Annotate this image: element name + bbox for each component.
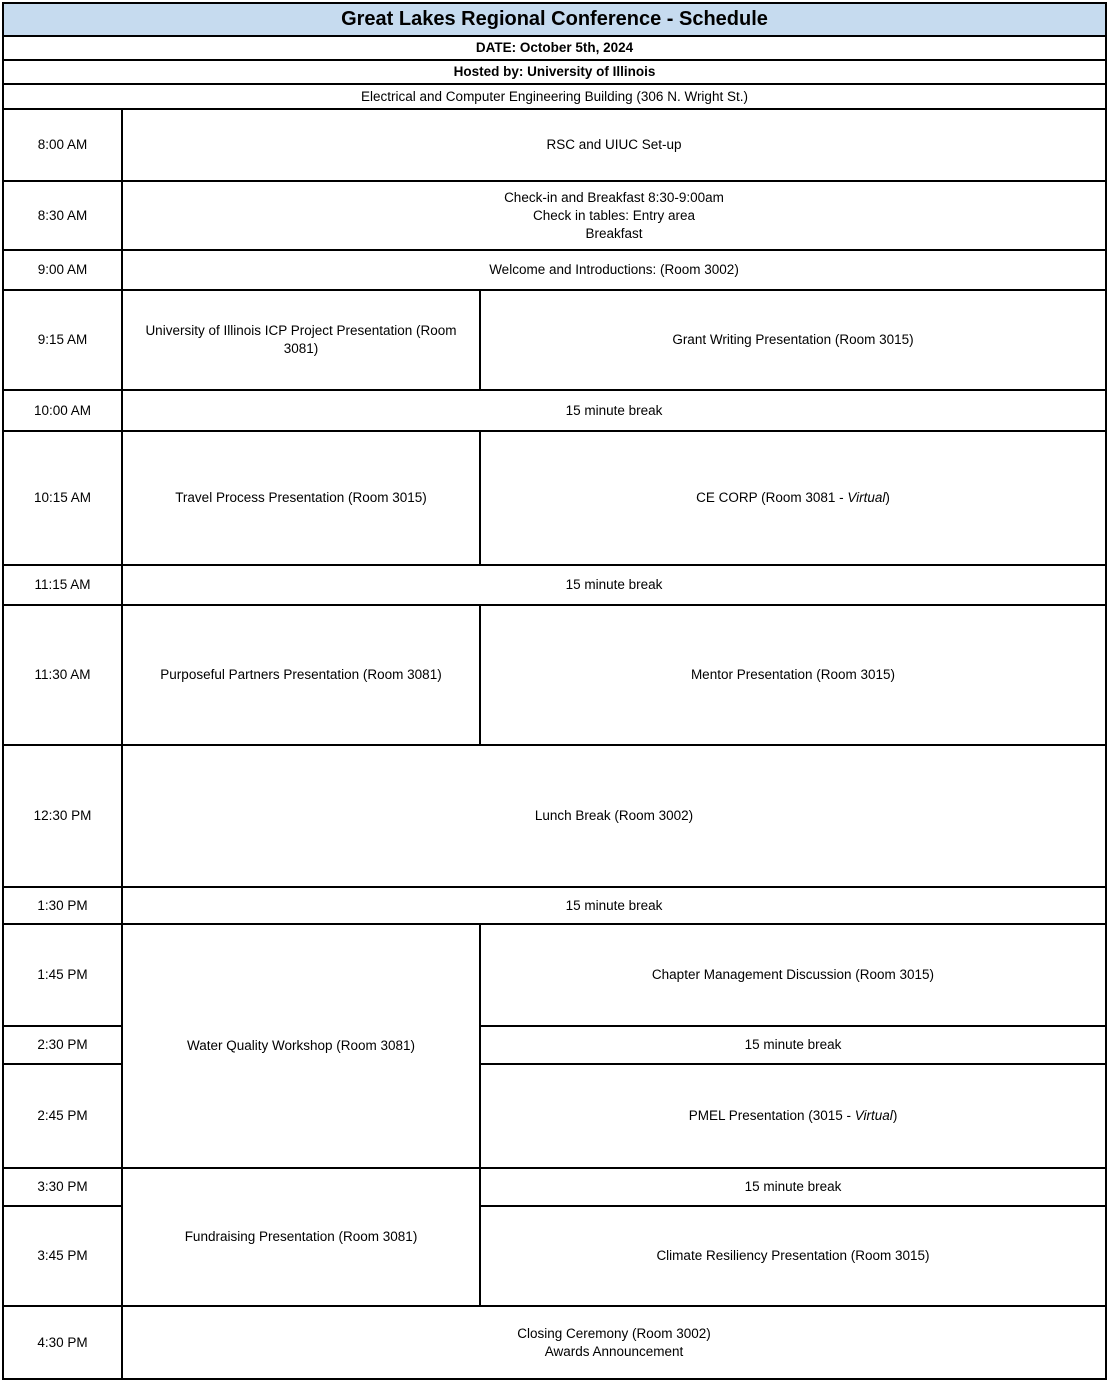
time-cell: 8:00 AM [3, 109, 122, 181]
event-cell-right: 15 minute break [480, 1168, 1106, 1206]
schedule-row-1230pm [3, 745, 1106, 887]
event-line: Awards Announcement [544, 1343, 684, 1359]
event-cell-left-span: Water Quality Workshop (Room 3081) [122, 924, 480, 1168]
time-cell: 11:15 AM [3, 565, 122, 605]
event-cell: Lunch Break (Room 3002) [122, 745, 1106, 887]
event-text-italic: Virtual [847, 490, 886, 506]
event-cell: 15 minute break [122, 565, 1106, 605]
time-cell: 1:45 PM [3, 924, 122, 1026]
event-cell-right [480, 1064, 1106, 1168]
event-cell-left: Travel Process Presentation (Room 3015) [122, 431, 480, 565]
time-cell: 3:30 PM [3, 1168, 122, 1206]
event-cell: 15 minute break [122, 390, 1106, 431]
time-cell: 10:00 AM [3, 390, 122, 431]
event-cell-right: Climate Resiliency Presentation (Room 3015) [480, 1206, 1106, 1306]
event-line: Closing Ceremony (Room 3002) [517, 1325, 711, 1341]
event-text: PMEL Presentation (3015 - [688, 1108, 855, 1124]
schedule-row-330pm [3, 1168, 1106, 1206]
time-cell: 3:45 PM [3, 1206, 122, 1306]
location-line: Electrical and Computer Engineering Building (306 N. Wright St.) [3, 84, 1106, 109]
schedule-row-830am [3, 181, 1106, 250]
event-line: Check in tables: Entry area [532, 207, 696, 223]
event-cell-left: Purposeful Partners Presentation (Room 3081) [122, 605, 480, 745]
time-cell: 12:30 PM [3, 745, 122, 887]
time-cell: 2:30 PM [3, 1026, 122, 1064]
schedule-row-1115am [3, 565, 1106, 605]
event-line: Breakfast [585, 226, 643, 242]
event-text: CE CORP (Room 3081 - [696, 490, 848, 506]
schedule-row-430pm [3, 1306, 1106, 1379]
schedule-row-900am [3, 250, 1106, 290]
event-cell-left-span: Fundraising Presentation (Room 3081) [122, 1168, 480, 1306]
conference-schedule-table [2, 2, 1107, 1380]
hosted-by-line: Hosted by: University of Illinois [3, 60, 1106, 84]
event-cell: RSC and UIUC Set-up [122, 109, 1106, 181]
time-cell: 1:30 PM [3, 887, 122, 924]
schedule-row-1015am [3, 431, 1106, 565]
event-cell-right: Chapter Management Discussion (Room 3015) [480, 924, 1106, 1026]
time-cell: 11:30 AM [3, 605, 122, 745]
schedule-row-1130am [3, 605, 1106, 745]
schedule-row-1000am [3, 390, 1106, 431]
event-cell-right [480, 431, 1106, 565]
schedule-row-915am [3, 290, 1106, 390]
event-cell [122, 181, 1106, 250]
time-cell: 10:15 AM [3, 431, 122, 565]
schedule-row-800am [3, 109, 1106, 181]
time-cell: 2:45 PM [3, 1064, 122, 1168]
event-text: ) [892, 1108, 898, 1124]
event-cell-right: Grant Writing Presentation (Room 3015) [480, 290, 1106, 390]
time-cell: 4:30 PM [3, 1306, 122, 1379]
schedule-row-130pm [3, 887, 1106, 924]
date-line: DATE: October 5th, 2024 [3, 36, 1106, 60]
event-text-italic: Virtual [854, 1108, 893, 1124]
event-text: ) [885, 490, 890, 506]
event-cell-right: Mentor Presentation (Room 3015) [480, 605, 1106, 745]
event-cell-left: University of Illinois ICP Project Presentation (Room 3081) [122, 290, 480, 390]
event-cell: Welcome and Introductions: (Room 3002) [122, 250, 1106, 290]
time-cell: 9:15 AM [3, 290, 122, 390]
event-line: Check-in and Breakfast 8:30-9:00am [504, 189, 724, 205]
page-title: Great Lakes Regional Conference - Schedule [3, 3, 1106, 36]
time-cell: 9:00 AM [3, 250, 122, 290]
schedule-row-145pm [3, 924, 1106, 1026]
event-cell: 15 minute break [122, 887, 1106, 924]
event-cell [122, 1306, 1106, 1379]
event-cell-right: 15 minute break [480, 1026, 1106, 1064]
time-cell: 8:30 AM [3, 181, 122, 250]
